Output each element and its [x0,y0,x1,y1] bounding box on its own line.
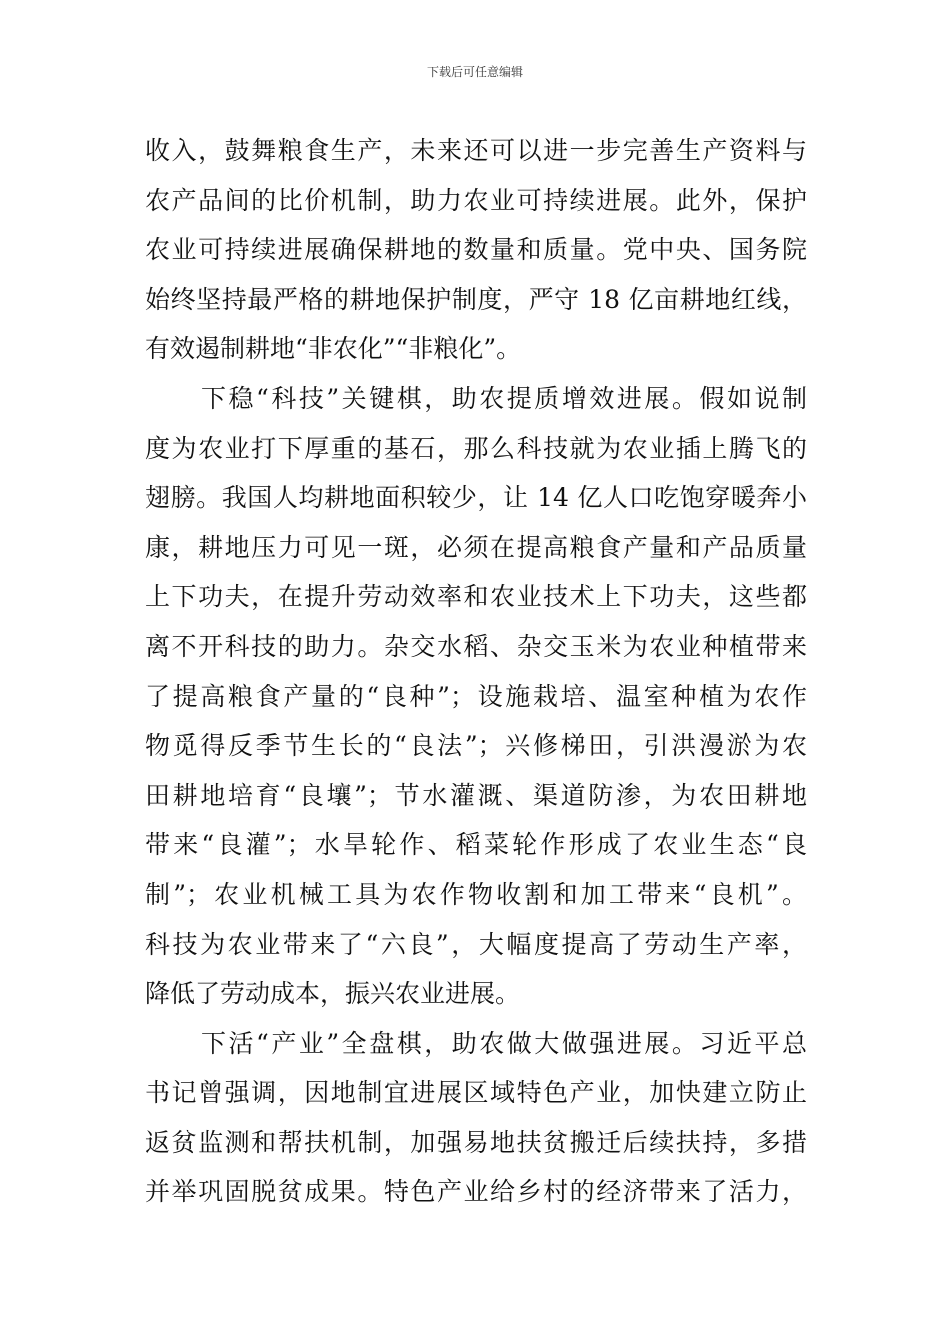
text-line: 降低了劳动成本，振兴农业进展。 [145,979,521,1009]
text-line: 返贫监测和帮扶机制，加强易地扶贫搬迁后续扶持，多措 [145,1127,807,1157]
text-line: 翅膀。我国人均耕地面积较少，让 14 亿人口吃饱穿暖奔小 [145,483,807,513]
paragraph-start-line: 下稳“科技”关键棋，助农提质增效进展。假如说制 [201,383,807,413]
text-line: 书记曾强调，因地制宜进展区域特色产业，加快建立防止 [145,1078,807,1108]
text-line: 物觅得反季节生长的“良法”；兴修梯田，引洪漫淤为农 [145,731,807,761]
text-line: 度为农业打下厚重的基石，那么科技就为农业插上腾飞的 [145,433,807,463]
text-line: 收入，鼓舞粮食生产，未来还可以进一步完善生产资料与 [145,136,807,165]
text-line: 康，耕地压力可见一斑，必须在提高粮食产量和产品质量 [145,532,807,562]
text-line: 有效遏制耕地“非农化”“非粮化”。 [145,334,522,364]
document-body [145,126,807,1217]
text-line: 制”；农业机械工具为农作物收割和加工带来“良机”。 [145,879,807,909]
text-line: 并举巩固脱贫成果。特色产业给乡村的经济带来了活力， [145,1177,807,1207]
text-line: 了提高粮食产量的“良种”；设施栽培、温室种植为农作 [145,681,807,711]
paragraph-start-line: 下活“产业”全盘棋，助农做大做强进展。习近平总 [201,1028,807,1058]
page-header-note: 下载后可任意编辑 [426,65,523,79]
text-line: 上下功夫，在提升劳动效率和农业技术上下功夫，这些都 [145,582,807,612]
text-line: 离不开科技的助力。杂交水稻、杂交玉米为农业种植带来 [145,631,807,661]
text-line: 田耕地培育“良壤”；节水灌溉、渠道防渗，为农田耕地 [145,780,807,810]
text-line: 带来“良灌”；水旱轮作、稻菜轮作形成了农业生态“良 [145,830,807,860]
text-line: 农产品间的比价机制，助力农业可持续进展。此外，保护 [145,185,807,215]
text-line: 始终坚持最严格的耕地保护制度，严守 18 亿亩耕地红线， [145,284,807,314]
text-line: 科技为农业带来了“六良”，大幅度提高了劳动生产率， [145,929,807,959]
text-line: 农业可持续进展确保耕地的数量和质量。党中央、国务院 [145,235,807,265]
